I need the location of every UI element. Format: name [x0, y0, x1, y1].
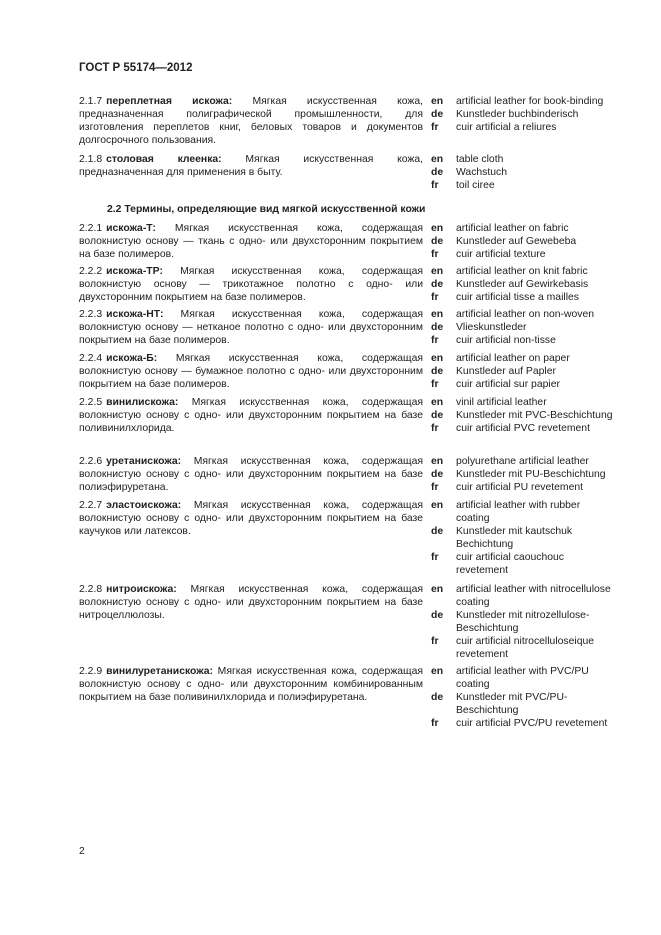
term-definition-text: Мягкая искусственная кожа, содержащая волокнистую основу — ткань с одно- или двухсторонним покрытием на базе полимеров. — [79, 223, 423, 260]
lang-code: de — [431, 236, 444, 247]
lang-text: cuir artificial PVC/PU revetement — [456, 718, 608, 729]
lang-code: fr — [431, 636, 439, 647]
lang-text: cuir artificial non-tisse — [456, 335, 556, 346]
term-definition — [79, 455, 423, 494]
term-number: 2.2.6 — [79, 456, 103, 467]
lang-code: de — [431, 279, 444, 290]
term-name: столовая клеенка: — [106, 154, 222, 165]
section-heading: 2.2 Термины, определяющие вид мягкой искусственной кожи — [107, 204, 426, 215]
term-definition — [79, 396, 423, 435]
lang-code: en — [431, 397, 444, 408]
lang-code: fr — [431, 423, 439, 434]
lang-text: artificial leather for book-binding — [456, 96, 604, 107]
lang-text: cuir artificial a reliures — [456, 122, 557, 133]
term-number: 2.2.5 — [79, 397, 103, 408]
term-definition — [79, 95, 423, 147]
term-definition — [79, 308, 423, 347]
lang-text: cuir artificial tisse a mailles — [456, 292, 579, 303]
term-definition — [79, 153, 423, 179]
lang-code: fr — [431, 552, 439, 563]
term-definition — [79, 499, 423, 538]
document-header: ГОСТ Р 55174—2012 — [79, 62, 193, 74]
term-name: уретанискожа: — [106, 456, 182, 467]
lang-text: artificial leather on fabric — [456, 223, 569, 234]
lang-code: de — [431, 410, 444, 421]
lang-code: en — [431, 154, 444, 165]
lang-text: toil ciree — [456, 180, 495, 191]
lang-code: fr — [431, 482, 439, 493]
lang-code: fr — [431, 379, 439, 390]
term-translations — [431, 153, 615, 192]
lang-text: artificial leather on knit fabric — [456, 266, 588, 277]
lang-code: en — [431, 456, 444, 467]
term-number: 2.1.7 — [79, 96, 103, 107]
term-name: искожа-НТ: — [106, 309, 164, 320]
lang-text: artificial leather on non-woven — [456, 309, 595, 320]
term-translations — [431, 583, 615, 661]
lang-text: Kunstleder mit PU-Beschichtung — [456, 469, 606, 480]
term-number: 2.2.3 — [79, 309, 103, 320]
lang-code: fr — [431, 249, 439, 260]
term-definition — [79, 222, 423, 261]
lang-code: fr — [431, 718, 439, 729]
lang-text: Kunstleder mit PVC/PU-Beschichtung — [456, 692, 568, 716]
lang-text: Wachstuch — [456, 167, 508, 178]
lang-code: en — [431, 584, 444, 595]
lang-code: en — [431, 353, 444, 364]
lang-text: cuir artificial caouchouc revetement — [456, 552, 564, 576]
term-definition-text: Мягкая искусственная кожа, содержащая волокнистую основу с одно- или двухсторонним покрытием на базе поливинилхлорида. — [79, 397, 423, 434]
lang-text: Kunstleder auf Gewirkebasis — [456, 279, 589, 290]
term-translations — [431, 455, 615, 494]
term-name: искожа-ТР: — [106, 266, 163, 277]
term-definition-text: Мягкая искусственная кожа, содержащая волокнистую основу — трикотажное полотно с одно- или двухсторонним покрытием на базе полимеров. — [79, 266, 423, 303]
term-definition-text: Мягкая искусственная кожа, содержащая волокнистую основу — бумажное полотно с одно- или двухсторонним покрытием на базе полимеров. — [79, 353, 424, 390]
term-definition-text: Мягкая искусственная кожа, содержащая волокнистую основу с одно- или двухсторонним покрытием на базе каучуков или латексов. — [79, 500, 424, 537]
lang-code: de — [431, 366, 444, 377]
lang-code: de — [431, 322, 444, 333]
lang-text: cuir artificial PVC revetement — [456, 423, 590, 434]
lang-code: de — [431, 526, 444, 537]
lang-code: fr — [431, 335, 439, 346]
term-translations — [431, 95, 615, 134]
term-translations — [431, 665, 615, 730]
term-definition-text: Мягкая искусственная кожа, содержащая волокнистую основу — нетканое полотно с одно- или двухсторонним покрытием на базе полимеров. — [79, 309, 424, 346]
term-number: 2.2.7 — [79, 500, 103, 511]
term-translations — [431, 352, 615, 391]
lang-code: fr — [431, 122, 439, 133]
lang-text: Kunstleder buchbinderisch — [456, 109, 579, 120]
lang-text: table cloth — [456, 154, 504, 165]
lang-text: artificial leather on paper — [456, 353, 570, 364]
lang-code: en — [431, 266, 444, 277]
lang-code: de — [431, 610, 444, 621]
lang-code: de — [431, 469, 444, 480]
lang-code: de — [431, 167, 444, 178]
term-translations — [431, 308, 615, 347]
lang-text: artificial leather with rubber coating — [456, 500, 581, 524]
term-number: 2.2.2 — [79, 266, 103, 277]
term-definition-text: Мягкая искусственная кожа, содержащая волокнистую основу с одно- или двухсторонним покрытием на базе полиэфируретана. — [79, 456, 423, 493]
lang-text: Kunstleder auf Papler — [456, 366, 556, 377]
term-definition — [79, 265, 423, 304]
term-name: нитроискожа: — [106, 584, 177, 595]
lang-code: de — [431, 109, 444, 120]
term-name: искожа-Б: — [106, 353, 158, 364]
term-definition — [79, 665, 423, 704]
lang-text: Kunstleder auf Gewebeba — [456, 236, 577, 247]
term-number: 2.2.8 — [79, 584, 103, 595]
lang-code: fr — [431, 180, 439, 191]
lang-code: en — [431, 223, 444, 234]
lang-text: artificial leather with PVC/PU coating — [456, 666, 589, 690]
lang-code: fr — [431, 292, 439, 303]
term-number: 2.1.8 — [79, 154, 103, 165]
lang-code: en — [431, 309, 444, 320]
lang-text: cuir artificial PU revetement — [456, 482, 584, 493]
lang-text: polyurethane artificial leather — [456, 456, 589, 467]
term-name: винилискожа: — [106, 397, 179, 408]
term-name: винилуретанискожа: — [106, 666, 213, 677]
lang-code: en — [431, 666, 444, 677]
lang-text: cuir artificial sur papier — [456, 379, 560, 390]
term-definition — [79, 352, 423, 391]
lang-text: Kunstleder mit kautschuk Bechichtung — [456, 526, 573, 550]
lang-code: de — [431, 692, 444, 703]
page-number: 2 — [79, 846, 85, 857]
term-number: 2.2.1 — [79, 223, 103, 234]
term-number: 2.2.9 — [79, 666, 103, 677]
lang-text: vinil artificial leather — [456, 397, 547, 408]
term-name: искожа-Т: — [106, 223, 156, 234]
term-translations — [431, 265, 615, 304]
lang-text: Kunstleder mit PVC-Beschichtung — [456, 410, 613, 421]
lang-code: en — [431, 96, 444, 107]
lang-code: en — [431, 500, 444, 511]
term-definition-text: Мягкая искусственная кожа, предназначенная для применения в быту. — [79, 154, 424, 178]
lang-text: Kunstleder mit nitrozellulose-Beschichtung — [456, 610, 590, 634]
term-number: 2.2.4 — [79, 353, 103, 364]
lang-text: Vlieskunstleder — [456, 322, 527, 333]
term-translations — [431, 396, 615, 435]
term-definition-text: Мягкая искусственная кожа, содержащая волокнистую основу с одно- или двухсторонним покрытием на базе нитроцеллюлозы. — [79, 584, 423, 621]
lang-text: cuir artificial nitrocelluloseique revetement — [456, 636, 595, 660]
lang-text: artificial leather with nitrocellulose coating — [456, 584, 611, 608]
term-definition-text: Мягкая искусственная кожа, предназначенная полиграфической промышленности, для изготовления переплетов книг, беловых товаров и документов долгосрочного пользования. — [79, 96, 424, 146]
term-name: эластоискожа: — [106, 500, 182, 511]
term-definition — [79, 583, 423, 622]
term-translations — [431, 222, 615, 261]
term-name: переплетная искожа: — [106, 96, 233, 107]
term-translations — [431, 499, 615, 577]
lang-text: cuir artificial texture — [456, 249, 546, 260]
term-definition-text: Мягкая искусственная кожа, содержащая волокнистую основу с одно- или двухсторонним комбинированным покрытием на базе поливинилхлорида и полиэфируретана. — [79, 666, 424, 703]
